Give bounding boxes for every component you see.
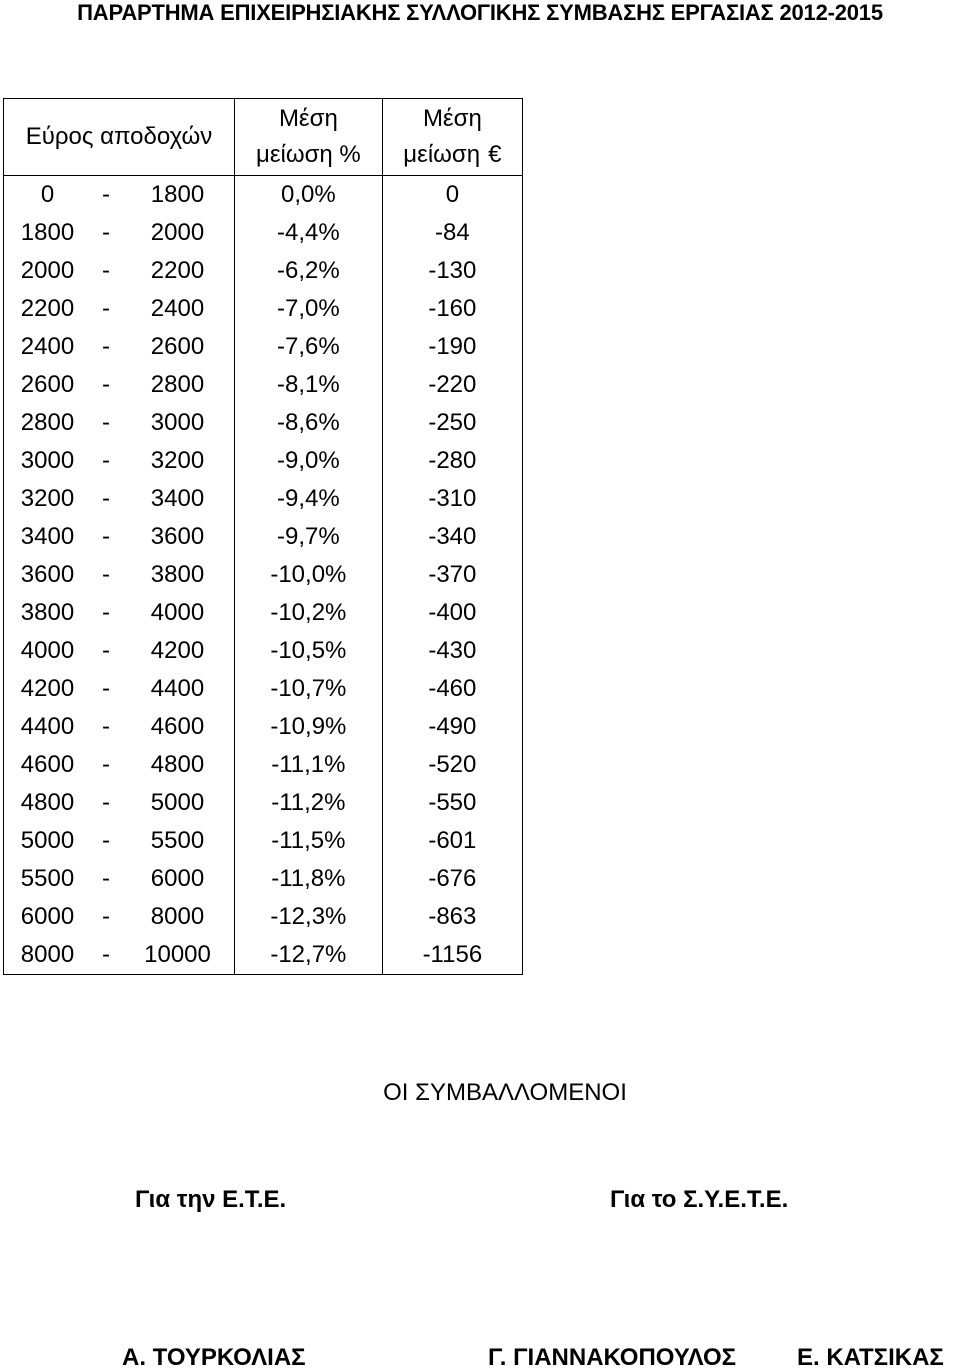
- table-row: [4, 936, 523, 975]
- table-header-row: [4, 99, 523, 176]
- cell-avg-reduction-pct: -9,7%: [235, 518, 383, 556]
- range-to: 4200: [150, 637, 205, 664]
- cell-salary-range: [4, 784, 235, 822]
- cell-avg-reduction-pct: -10,7%: [235, 670, 383, 708]
- range-to: 2800: [150, 371, 205, 398]
- range-to: 3600: [150, 523, 205, 550]
- table-row: [4, 290, 523, 328]
- range-dash: -: [102, 523, 110, 550]
- range-dash: -: [102, 447, 110, 474]
- header-pct-line2: μείωση %: [255, 141, 361, 168]
- signatories-heading: ΟΙ ΣΥΜΒΑΛΛΟΜΕΝΟΙ: [383, 1079, 627, 1106]
- range-to: 10000: [144, 941, 211, 968]
- cell-salary-range: [4, 670, 235, 708]
- table-row: [4, 746, 523, 784]
- table-row: [4, 366, 523, 404]
- party-right-label: Για το Σ.Υ.Ε.Τ.Ε.: [610, 1186, 789, 1213]
- range-from: 3000: [20, 447, 75, 474]
- cell-avg-reduction-eur: -490: [382, 708, 522, 746]
- range-dash: -: [102, 637, 110, 664]
- range-from: 5500: [20, 865, 75, 892]
- party-left-label: Για την Ε.Τ.Ε.: [135, 1186, 287, 1213]
- range-to: 5500: [150, 827, 205, 854]
- range-dash: -: [102, 257, 110, 284]
- range-dash: -: [102, 941, 110, 968]
- range-from: 2600: [20, 371, 75, 398]
- cell-avg-reduction-pct: -8,6%: [235, 404, 383, 442]
- euro-symbol: €: [488, 141, 502, 168]
- cell-salary-range: [4, 708, 235, 746]
- range-to: 1800: [150, 181, 205, 208]
- range-to: 4400: [150, 675, 205, 702]
- cell-avg-reduction-eur: -340: [382, 518, 522, 556]
- range-dash: -: [102, 295, 110, 322]
- signer-name-3: Ε. ΚΑΤΣΙΚΑΣ: [797, 1344, 944, 1371]
- cell-avg-reduction-eur: -190: [382, 328, 522, 366]
- table-row: [4, 822, 523, 860]
- cell-salary-range: [4, 252, 235, 290]
- cell-avg-reduction-eur: -84: [382, 214, 522, 252]
- range-to: 4800: [150, 751, 205, 778]
- range-wrap: [4, 252, 234, 290]
- range-dash: -: [102, 485, 110, 512]
- range-wrap: [4, 214, 234, 252]
- cell-avg-reduction-eur: -676: [382, 860, 522, 898]
- range-dash: -: [102, 713, 110, 740]
- range-dash: -: [102, 751, 110, 778]
- cell-salary-range: [4, 176, 235, 215]
- range-from: 3400: [20, 523, 75, 550]
- cell-salary-range: [4, 290, 235, 328]
- cell-salary-range: [4, 860, 235, 898]
- range-to: 8000: [150, 903, 205, 930]
- range-wrap: [4, 556, 234, 594]
- range-wrap: [4, 290, 234, 328]
- cell-avg-reduction-eur: -400: [382, 594, 522, 632]
- table-row: [4, 328, 523, 366]
- cell-avg-reduction-pct: -12,7%: [235, 936, 383, 975]
- range-from: 4600: [20, 751, 75, 778]
- cell-avg-reduction-eur: -1156: [382, 936, 522, 975]
- range-to: 6000: [150, 865, 205, 892]
- range-wrap: [4, 860, 234, 898]
- cell-avg-reduction-pct: -11,8%: [235, 860, 383, 898]
- cell-avg-reduction-pct: -10,9%: [235, 708, 383, 746]
- range-wrap: [4, 670, 234, 708]
- range-from: 3800: [20, 599, 75, 626]
- cell-avg-reduction-pct: -4,4%: [235, 214, 383, 252]
- range-from: 2200: [20, 295, 75, 322]
- cell-avg-reduction-eur: 0: [382, 176, 522, 215]
- cell-avg-reduction-pct: -7,6%: [235, 328, 383, 366]
- range-from: 4200: [20, 675, 75, 702]
- cell-avg-reduction-pct: -10,0%: [235, 556, 383, 594]
- header-avg-reduction-pct: [235, 99, 383, 176]
- range-dash: -: [102, 371, 110, 398]
- cell-salary-range: [4, 936, 235, 975]
- header-eur-line1: Μέση: [422, 105, 482, 132]
- range-from: 2800: [20, 409, 75, 436]
- range-to: 5000: [150, 789, 205, 816]
- range-dash: -: [102, 181, 110, 208]
- range-from: 2000: [20, 257, 75, 284]
- range-dash: -: [102, 675, 110, 702]
- range-from: 4400: [20, 713, 75, 740]
- range-from: 3200: [20, 485, 75, 512]
- cell-salary-range: [4, 594, 235, 632]
- salary-reduction-table: [3, 98, 523, 975]
- header-eur-line2-wrap: [383, 137, 522, 173]
- range-dash: -: [102, 333, 110, 360]
- cell-avg-reduction-eur: -370: [382, 556, 522, 594]
- range-dash: -: [102, 561, 110, 588]
- range-from: 2400: [20, 333, 75, 360]
- cell-salary-range: [4, 442, 235, 480]
- cell-avg-reduction-eur: -520: [382, 746, 522, 784]
- range-from: 0: [40, 181, 55, 208]
- cell-avg-reduction-eur: -250: [382, 404, 522, 442]
- cell-avg-reduction-eur: -863: [382, 898, 522, 936]
- cell-avg-reduction-pct: -8,1%: [235, 366, 383, 404]
- cell-avg-reduction-eur: -550: [382, 784, 522, 822]
- cell-avg-reduction-eur: -220: [382, 366, 522, 404]
- range-to: 2000: [150, 219, 205, 246]
- range-dash: -: [102, 903, 110, 930]
- range-wrap: [4, 518, 234, 556]
- range-wrap: [4, 822, 234, 860]
- table-row: [4, 176, 523, 215]
- range-wrap: [4, 176, 234, 214]
- cell-avg-reduction-eur: -460: [382, 670, 522, 708]
- range-to: 4600: [150, 713, 205, 740]
- document-title: ΠΑΡΑΡΤΗΜΑ ΕΠΙΧΕΙΡΗΣΙΑΚΗΣ ΣΥΛΛΟΓΙΚΗΣ ΣΥΜΒΑΣΗΣ ΕΡΓΑΣΙΑΣ 2012-2015: [77, 0, 883, 25]
- range-dash: -: [102, 409, 110, 436]
- range-wrap: [4, 442, 234, 480]
- table-row: [4, 708, 523, 746]
- table-row: [4, 632, 523, 670]
- cell-avg-reduction-pct: -11,2%: [235, 784, 383, 822]
- cell-avg-reduction-eur: -601: [382, 822, 522, 860]
- cell-salary-range: [4, 366, 235, 404]
- cell-avg-reduction-eur: -160: [382, 290, 522, 328]
- cell-salary-range: [4, 632, 235, 670]
- range-dash: -: [102, 865, 110, 892]
- range-from: 6000: [20, 903, 75, 930]
- range-dash: -: [102, 789, 110, 816]
- table-row: [4, 442, 523, 480]
- cell-avg-reduction-pct: -9,0%: [235, 442, 383, 480]
- cell-avg-reduction-pct: -12,3%: [235, 898, 383, 936]
- signer-name-2: Γ. ΓΙΑΝΝΑΚΟΠΟΥΛΟΣ: [488, 1344, 737, 1371]
- range-to: 4000: [150, 599, 205, 626]
- cell-salary-range: [4, 556, 235, 594]
- table-row: [4, 480, 523, 518]
- range-wrap: [4, 936, 234, 974]
- table-row: [4, 214, 523, 252]
- cell-salary-range: [4, 898, 235, 936]
- header-eur-line2: μείωση: [403, 141, 481, 168]
- table-row: [4, 898, 523, 936]
- cell-avg-reduction-eur: -310: [382, 480, 522, 518]
- cell-salary-range: [4, 822, 235, 860]
- range-wrap: [4, 328, 234, 366]
- range-dash: -: [102, 827, 110, 854]
- cell-salary-range: [4, 480, 235, 518]
- cell-avg-reduction-pct: -11,5%: [235, 822, 383, 860]
- header-avg-reduction-eur: [382, 99, 522, 176]
- table-row: [4, 670, 523, 708]
- cell-salary-range: [4, 328, 235, 366]
- range-wrap: [4, 784, 234, 822]
- cell-salary-range: [4, 746, 235, 784]
- cell-avg-reduction-pct: -9,4%: [235, 480, 383, 518]
- cell-avg-reduction-pct: -10,2%: [235, 594, 383, 632]
- cell-salary-range: [4, 518, 235, 556]
- table-row: [4, 252, 523, 290]
- range-to: 3400: [150, 485, 205, 512]
- range-wrap: [4, 898, 234, 936]
- range-wrap: [4, 366, 234, 404]
- range-from: 4800: [20, 789, 75, 816]
- range-from: 1800: [20, 219, 75, 246]
- range-to: 2400: [150, 295, 205, 322]
- table-row: [4, 594, 523, 632]
- table-row: [4, 404, 523, 442]
- cell-salary-range: [4, 404, 235, 442]
- range-wrap: [4, 480, 234, 518]
- table-row: [4, 860, 523, 898]
- table-row: [4, 556, 523, 594]
- cell-avg-reduction-eur: -280: [382, 442, 522, 480]
- range-to: 3000: [150, 409, 205, 436]
- range-wrap: [4, 708, 234, 746]
- cell-avg-reduction-pct: -10,5%: [235, 632, 383, 670]
- cell-avg-reduction-pct: -7,0%: [235, 290, 383, 328]
- cell-avg-reduction-pct: 0,0%: [235, 176, 383, 215]
- range-dash: -: [102, 599, 110, 626]
- table-row: [4, 784, 523, 822]
- range-to: 2600: [150, 333, 205, 360]
- range-to: 3800: [150, 561, 205, 588]
- table-body: [4, 176, 523, 975]
- range-from: 8000: [20, 941, 75, 968]
- range-from: 4000: [20, 637, 75, 664]
- range-from: 3600: [20, 561, 75, 588]
- cell-avg-reduction-eur: -430: [382, 632, 522, 670]
- cell-salary-range: [4, 214, 235, 252]
- range-wrap: [4, 746, 234, 784]
- cell-avg-reduction-pct: -6,2%: [235, 252, 383, 290]
- range-wrap: [4, 594, 234, 632]
- range-dash: -: [102, 219, 110, 246]
- table-row: [4, 518, 523, 556]
- signer-name-1: Α. ΤΟΥΡΚΟΛΙΑΣ: [122, 1344, 306, 1371]
- range-wrap: [4, 632, 234, 670]
- range-wrap: [4, 404, 234, 442]
- cell-avg-reduction-eur: -130: [382, 252, 522, 290]
- header-pct-line1: Μέση: [278, 105, 338, 132]
- header-salary-range: Εύρος αποδοχών: [4, 99, 235, 176]
- range-from: 5000: [20, 827, 75, 854]
- range-to: 2200: [150, 257, 205, 284]
- cell-avg-reduction-pct: -11,1%: [235, 746, 383, 784]
- range-to: 3200: [150, 447, 205, 474]
